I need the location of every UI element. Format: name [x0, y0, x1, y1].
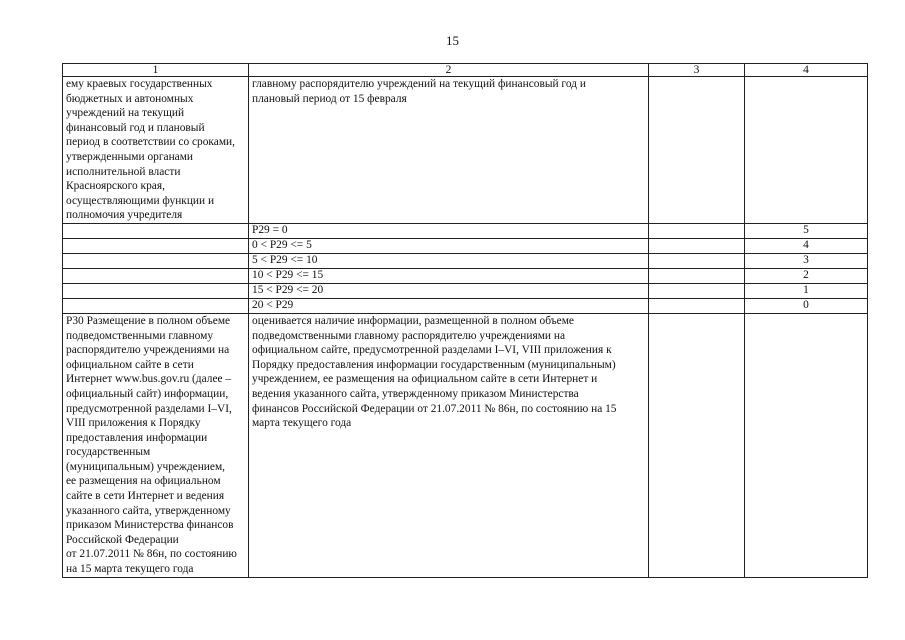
empty-cell [63, 253, 249, 268]
empty-cell [649, 77, 745, 224]
criterion-condition: 10 < P29 <= 15 [249, 268, 649, 283]
table-row-criterion [63, 283, 868, 298]
indicator-name-text: P30 Размещение в полном объеме подведомственными главному распорядителю учреждениями на официальном сайте в сети Интернет www.bus.gov.ru (далее – официальный сайт) информации, предусмотренной разделами I–VI, VIII приложения к Порядку предоставления информации государственным (муниципальным) учреждением, ее размещения на официальном сайте в сети Интернет и ведения указанного сайта, утвержденному приказом Министерства финансов Российской Федерации от 21.07.2011 № 86н, по состоянию на 15 марта текущего года [66, 314, 237, 576]
indicator-description-cell [249, 77, 649, 224]
indicator-description-cell [249, 313, 649, 577]
table-row-criterion [63, 223, 868, 238]
indicator-name-text: ему краевых государственных бюджетных и автономных учреждений на текущий финансовый год и плановый период в соответствии со сроками, утвержденными органами исполнительной власти Красноярского края, осуществляющими функции и полномочия учредителя [66, 78, 236, 222]
indicator-description-text: главному распорядителю учреждений на текущий финансовый год и плановый период от 15 февраля [252, 78, 586, 105]
indicator-name-cell [63, 313, 249, 577]
empty-cell [649, 298, 745, 313]
table-row-continuation [63, 77, 868, 224]
criterion-condition: 0 < P29 <= 5 [249, 238, 649, 253]
table-row-p30 [63, 313, 868, 577]
table-row-criterion [63, 253, 868, 268]
criterion-condition: 5 < P29 <= 10 [249, 253, 649, 268]
column-header-2: 2 [249, 64, 649, 77]
table-row-criterion [63, 238, 868, 253]
empty-cell [63, 283, 249, 298]
empty-cell [649, 283, 745, 298]
indicator-name-cell [63, 77, 249, 224]
criterion-score: 1 [745, 283, 868, 298]
criterion-score: 0 [745, 298, 868, 313]
empty-cell [649, 238, 745, 253]
criterion-condition: 20 < P29 [249, 298, 649, 313]
table-row-criterion [63, 298, 868, 313]
column-header-3: 3 [649, 64, 745, 77]
column-header-4: 4 [745, 64, 868, 77]
criterion-condition: P29 = 0 [249, 223, 649, 238]
column-number-row [63, 64, 868, 77]
criterion-condition: 15 < P29 <= 20 [249, 283, 649, 298]
empty-cell [649, 268, 745, 283]
column-header-1: 1 [63, 64, 249, 77]
empty-cell [745, 313, 868, 577]
table-row-criterion [63, 268, 868, 283]
empty-cell [63, 268, 249, 283]
empty-cell [649, 253, 745, 268]
criteria-table [62, 63, 868, 578]
empty-cell [649, 313, 745, 577]
criterion-score: 2 [745, 268, 868, 283]
empty-cell [745, 77, 868, 224]
indicator-description-text: оценивается наличие информации, размещенной в полном объеме подведомственными главному распорядителю учреждениями на официальном сайте, предусмотренной разделами I–VI, VIII приложения к Порядку предоставления информации государственным (муниципальным) учреждением, ее размещения на официальном сайте в сети Интернет и ведения указанного сайта, утвержденному приказом Министерства финансов Российской Федерации от 21.07.2011 № 86н, по состоянию на 15 марта текущего года [252, 314, 617, 430]
page-number: 15 [446, 33, 459, 48]
empty-cell [63, 223, 249, 238]
criterion-score: 3 [745, 253, 868, 268]
empty-cell [63, 238, 249, 253]
empty-cell [649, 223, 745, 238]
empty-cell [63, 298, 249, 313]
criterion-score: 4 [745, 238, 868, 253]
criterion-score: 5 [745, 223, 868, 238]
